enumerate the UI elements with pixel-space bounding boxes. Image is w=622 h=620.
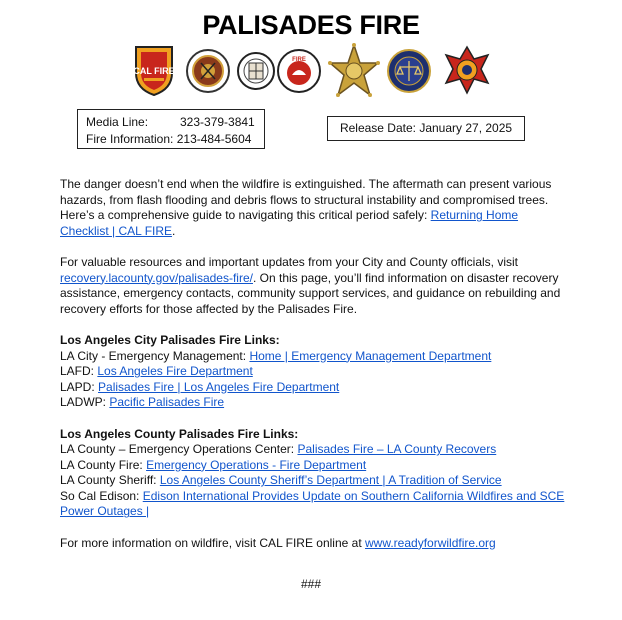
agency-logos <box>0 43 622 105</box>
lafd-link[interactable]: Los Angeles Fire Department <box>97 364 253 379</box>
resources-after: . On this page, you’ll find information on disaster recovery assistance, emergency contacts, community support services, and guidance on rebuilding and recovery efforts for those affected by the Palisades Fire. <box>60 270 561 316</box>
lapd-link[interactable]: Palisades Fire | Los Angeles Fire Department <box>98 379 340 394</box>
document-title: PALISADES FIRE <box>202 10 420 40</box>
county-item-label: So Cal Edison: <box>60 488 140 503</box>
list-item <box>60 442 570 458</box>
list-item <box>60 395 570 411</box>
media-line-label: Media Line: <box>86 115 149 129</box>
returning-home-checklist-link[interactable]: Returning Home Checklist | CAL FIRE <box>60 208 519 238</box>
readyforwildfire-link[interactable]: www.readyforwildfire.org <box>365 535 496 550</box>
county-fire-link[interactable]: Emergency Operations - Fire Department <box>146 457 367 472</box>
ladwp-link[interactable]: Pacific Palisades Fire <box>109 395 225 410</box>
city-links-heading: Los Angeles City Palisades Fire Links: <box>60 332 280 347</box>
more-info-paragraph <box>60 536 570 552</box>
fire-information-label: Fire Information: <box>86 132 174 146</box>
county-fire-department-emblem-icon <box>276 43 322 104</box>
county-links-heading: Los Angeles County Palisades Fire Links: <box>60 426 299 441</box>
fire-information-phone: 213-484-5604 <box>176 132 252 146</box>
city-item-label: LADWP: <box>60 395 107 410</box>
los-angeles-fire-dept-badge-icon <box>185 43 231 104</box>
media-contact-box <box>77 109 265 149</box>
cal-fire-shield-icon <box>133 43 175 102</box>
list-item <box>60 380 570 396</box>
justice-seal-icon <box>386 43 432 104</box>
list-item <box>60 458 570 474</box>
emergency-management-link[interactable]: Home | Emergency Management Department <box>249 348 492 363</box>
press-release-body <box>60 177 570 551</box>
intro-after: . <box>172 223 176 238</box>
fire-information-row <box>86 131 264 148</box>
media-line-phone: 323-379-3841 <box>180 115 255 129</box>
end-marker: ### <box>300 577 322 591</box>
fire-emblem-text: FIRE <box>292 57 306 63</box>
county-item-label: LA County Fire: <box>60 457 143 472</box>
resources-paragraph <box>60 255 570 317</box>
cal-fire-logo-text: CAL FIRE <box>133 66 175 76</box>
county-item-label: LA County Sheriff: <box>60 473 157 488</box>
la-county-recovers-link[interactable]: Palisades Fire – LA County Recovers <box>297 442 497 457</box>
county-of-los-angeles-seal-icon <box>236 43 276 104</box>
recovery-lacounty-link[interactable]: recovery.lacounty.gov/palisades-fire/ <box>60 270 253 285</box>
city-item-label: LA City - Emergency Management: <box>60 348 247 363</box>
resources-text: For valuable resources and important updates from your City and County officials, visit <box>60 254 518 269</box>
edison-update-link[interactable]: Edison International Provides Update on Southern California Wildfires and SCE Power Outages | <box>60 488 565 519</box>
list-item <box>60 489 570 520</box>
list-item <box>60 473 570 489</box>
city-item-label: LAFD: <box>60 364 95 379</box>
county-item-label: LA County – Emergency Operations Center: <box>60 442 295 457</box>
list-item <box>60 349 570 365</box>
more-info-text: For more information on wildfire, visit CAL FIRE online at <box>60 535 362 550</box>
release-date-box: Release Date: January 27, 2025 <box>327 116 525 141</box>
intro-text: The danger doesn’t end when the wildfire is extinguished. The aftermath can present various hazards, from flash flooding and debris flows to structural instability and compromised trees. Here’s a comprehensive guide to navigating this critical period safely: <box>60 177 552 223</box>
list-item <box>60 364 570 380</box>
intro-paragraph <box>60 177 570 239</box>
fire-maltese-cross-icon <box>441 43 493 104</box>
media-line-row <box>86 114 264 131</box>
sheriff-star-badge-icon <box>328 43 380 108</box>
city-item-label: LAPD: <box>60 379 95 394</box>
county-sheriff-link[interactable]: Los Angeles County Sheriff’s Department | A Tradition of Service <box>159 473 502 488</box>
